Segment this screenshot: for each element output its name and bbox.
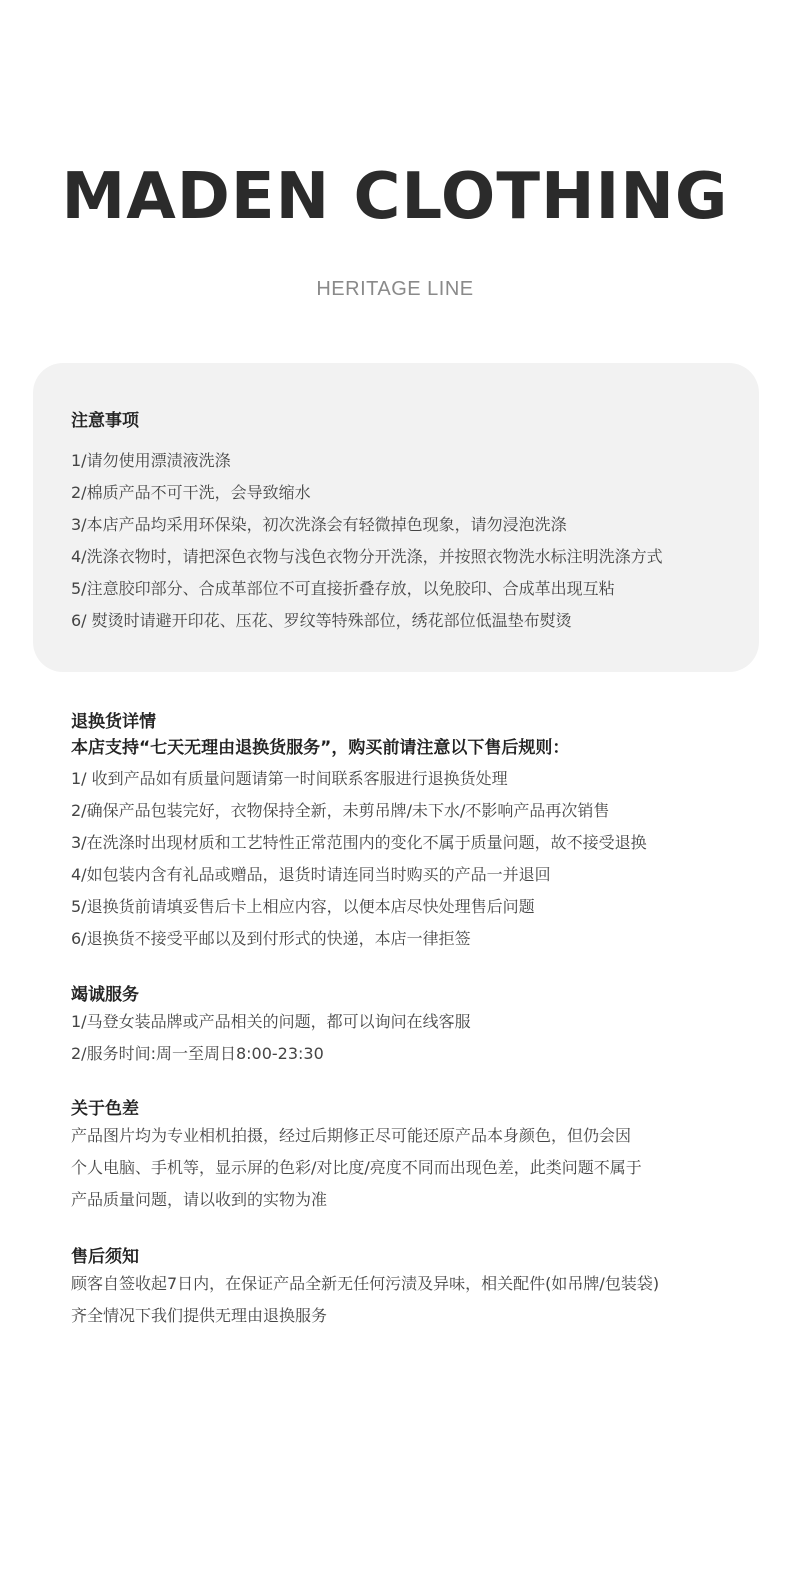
returns-section (71, 711, 761, 955)
color-difference-section (71, 1098, 761, 1216)
returns-item: 2/确保产品包装完好，衣物保持全新，未剪吊牌/未下水/不影响产品再次销售 (71, 801, 610, 820)
care-notice-item: 3/本店产品均采用环保染，初次洗涤会有轻微掉色现象，请勿浸泡洗涤 (71, 515, 567, 534)
returns-item: 6/退换货不接受平邮以及到付形式的快递，本店一律拒签 (71, 929, 471, 948)
care-notice-heading: 注意事项 (71, 411, 139, 431)
returns-item: 5/退换货前请填妥售后卡上相应内容，以便本店尽快处理售后问题 (71, 897, 535, 916)
returns-heading: 退换货详情 (71, 712, 156, 732)
care-notice-list (71, 445, 663, 637)
care-notice-item: 5/注意胶印部分、合成革部位不可直接折叠存放，以免胶印、合成革出现互粘 (71, 579, 615, 598)
returns-item: 3/在洗涤时出现材质和工艺特性正常范围内的变化不属于质量问题，故不接受退换 (71, 833, 647, 852)
returns-item: 1/ 收到产品如有质量问题请第一时间联系客服进行退换货处理 (71, 769, 508, 788)
aftersale-section (71, 1246, 761, 1332)
aftersale-line: 顾客自签收起7日内，在保证产品全新无任何污渍及异味，相关配件(如吊牌/包装袋) (71, 1274, 660, 1293)
color-difference-line: 产品质量问题，请以收到的实物为准 (71, 1190, 328, 1209)
brand-title: MADEN CLOTHING (61, 160, 729, 234)
care-notice-item: 4/洗涤衣物时，请把深色衣物与浅色衣物分开洗涤，并按照衣物洗水标注明洗涤方式 (71, 547, 663, 566)
aftersale-line: 齐全情况下我们提供无理由退换服务 (71, 1306, 328, 1325)
care-notice-item: 6/ 熨烫时请避开印花、压花、罗纹等特殊部位，绣花部位低温垫布熨烫 (71, 611, 572, 630)
returns-item: 4/如包装内含有礼品或赠品，退货时请连同当时购买的产品一并退回 (71, 865, 551, 884)
service-item: 1/马登女装品牌或产品相关的问题，都可以询问在线客服 (71, 1012, 471, 1031)
care-notice-item: 1/请勿使用漂渍液洗涤 (71, 451, 231, 470)
aftersale-heading: 售后须知 (71, 1247, 139, 1267)
color-difference-line: 个人电脑、手机等，显示屏的色彩/对比度/亮度不同而出现色差，此类问题不属于 (71, 1158, 642, 1177)
brand-subtitle: HERITAGE LINE (316, 278, 474, 300)
care-notice-item: 2/棉质产品不可干洗，会导致缩水 (71, 483, 311, 502)
service-heading: 竭诚服务 (71, 985, 139, 1005)
returns-intro: 本店支持“七天无理由退换货服务”，购买前请注意以下售后规则： (71, 738, 570, 758)
color-difference-heading: 关于色差 (71, 1099, 139, 1119)
color-difference-line: 产品图片均为专业相机拍摄，经过后期修正尽可能还原产品本身颜色，但仍会因 (71, 1126, 632, 1145)
care-notice-card (33, 363, 759, 672)
service-section (71, 984, 761, 1070)
service-item: 2/服务时间:周一至周日8:00-23:30 (71, 1044, 324, 1063)
